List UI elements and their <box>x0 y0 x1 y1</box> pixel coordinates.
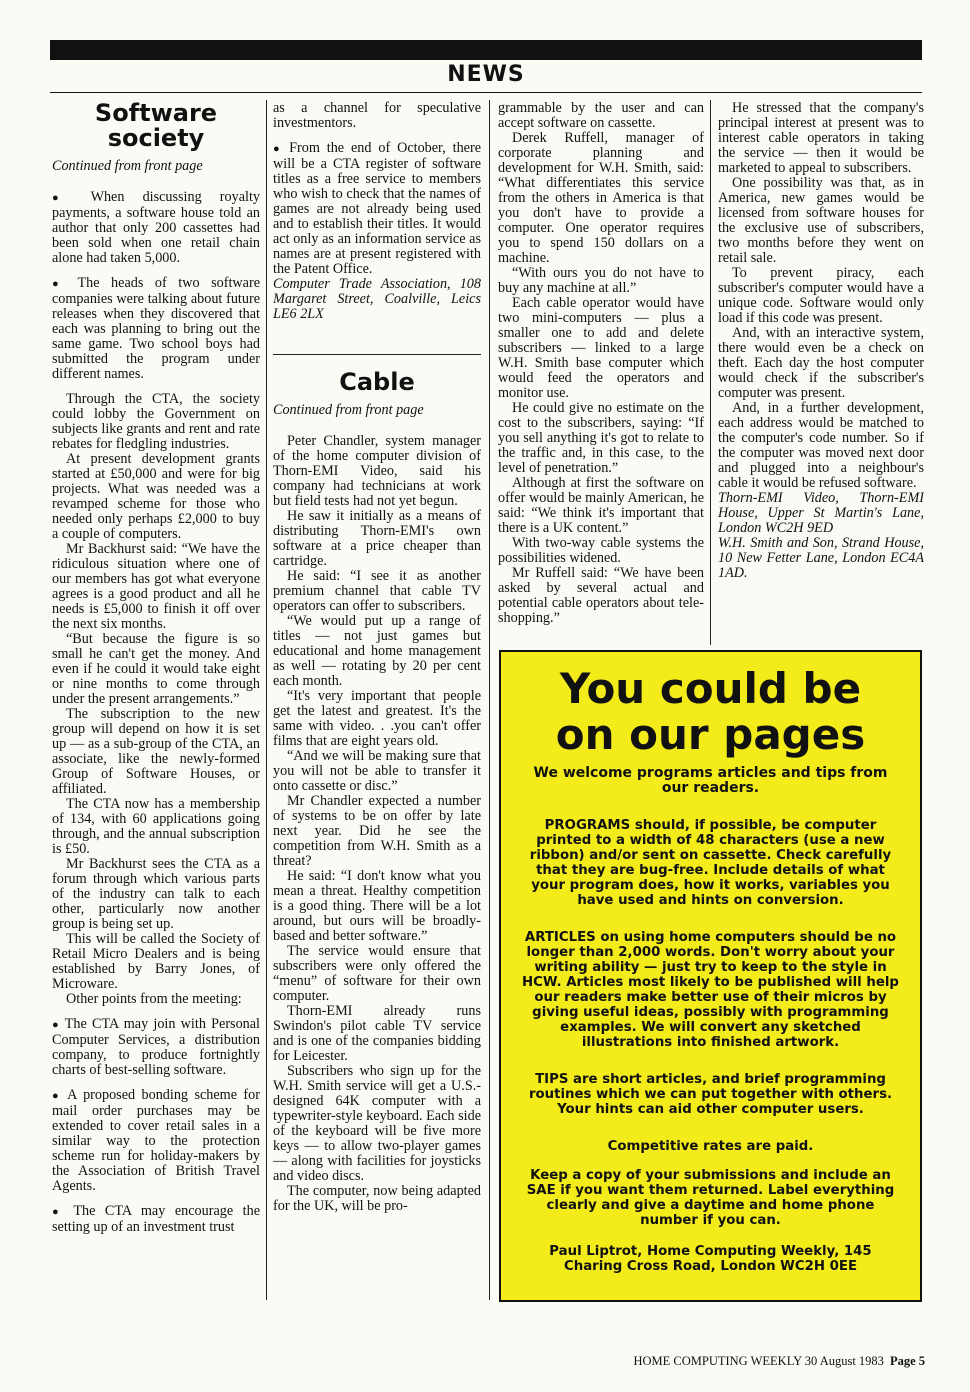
paragraph: Peter Chandler, system manager of the home computer division of Thorn-EMI Video, said his company had technicians at work but field tests had not yet begun. <box>273 433 481 509</box>
column-divider <box>489 100 490 1300</box>
address-line: W.H. Smith and Son, Strand House, 10 New Fetter Lane, London EC4A 1AD. <box>718 535 924 581</box>
article-separator <box>273 354 481 355</box>
column-1 <box>52 101 260 1301</box>
paragraph: Other points from the meeting: <box>66 991 242 1007</box>
article-body <box>273 101 481 322</box>
paragraph: And, with an interactive system, there would even be a check on theft. Each day the host computer would check if the subscriber's computer was present. <box>718 325 924 401</box>
article-title-cable: Cable <box>339 370 415 396</box>
paragraph: The computer, now being adapted for the UK, will be pro- <box>273 1183 481 1214</box>
continued-note: Continued from front page <box>52 158 203 174</box>
column-2-bottom <box>273 370 481 1300</box>
paragraph: as a channel for speculative investmentors. <box>273 101 481 131</box>
paragraph: The CTA now has a membership of 134, with 60 applications going through, and the annual subscription is £50. <box>52 796 260 857</box>
paragraph: He stressed that the company's principal interest at present was to interest cable operators in taking the service — then it would be marketed to appeal to subscribers. <box>718 101 924 176</box>
advert-paragraph: Competitive rates are paid. <box>607 1139 814 1154</box>
paragraph: He could give no estimate on the cost to the subscribers, saying: “If you sell anything it's got to relate to the traffic and, in this case, to the level of penetration.” <box>498 400 704 476</box>
top-banner-bar <box>50 40 922 60</box>
paragraph: Mr Ruffell said: “We have been asked by several actual and potential cable operators about tele-shopping.” <box>498 565 704 626</box>
paragraph: Thorn-EMI already runs Swindon's pilot cable TV service and is one of the companies bidding for Leicester. <box>273 1003 481 1064</box>
advert-headline-2: on our pages <box>555 710 866 759</box>
paragraph: “We would put up a range of titles — not just games but educational and home management as well — rotating by 20 per cent each month. <box>273 613 481 689</box>
page-footer <box>580 1354 925 1369</box>
advert-paragraph: ARTICLES on using home computers should be no longer than 2,000 words. Don't worry about your writing ability — just try to keep to the style in HCW. Articles most likely to be published will help our readers make better use of their micros by giving useful ideas, possibly with programming examples. We will convert any sketched illustrations into finished artwork. <box>522 930 899 1050</box>
paragraph: Subscribers who sign up for the W.H. Smith service will get a U.S.-designed 64K computer with a typewriter-style keyboard. Each side of the keyboard will be five more keys — to allow two-player games — along with facilities for joysticks and video discs. <box>273 1063 481 1184</box>
advert-paragraph: PROGRAMS should, if possible, be computer printed to a width of 48 characters (use a new ribbon) and/or sent on cassette. Check carefully that they are bug-free. Include details of what your program does, how it works, variables you have used and hints on conversion. <box>529 818 892 908</box>
article-body <box>498 101 704 626</box>
article-title-software-society: Software society <box>94 101 218 152</box>
column-divider <box>710 100 711 645</box>
bullet-paragraph: ● The heads of two software companies were talking about future releases when they discovered that each was planning to bring out the same game. Two school boys had submitted the program under different names. <box>52 276 260 382</box>
address-line: Thorn-EMI Video, Thorn-EMI House, Upper St Martin's Lane, London WC2H 9ED <box>718 490 924 536</box>
bullet-paragraph: ● The CTA may encourage the setting up of an investment trust <box>52 1204 260 1235</box>
paragraph: At present development grants started at £50,000 and were for big projects. What was needed was a revamped scheme for those who needed only perhaps £2,000 to buy a couple of computers. <box>52 451 260 542</box>
column-divider <box>266 100 267 1300</box>
advert-paragraph: We welcome programs articles and tips from our readers. <box>533 765 888 796</box>
paragraph: He saw it initially as a means of distributing Thorn-EMI's own software at a price cheaper than cartridge. <box>273 508 481 569</box>
paragraph: To prevent piracy, each subscriber's computer would have a unique code. Software would only load if this code was present. <box>718 265 924 326</box>
paragraph: Through the CTA, the society could lobby the Government on subjects like grants and rent and rate rebates for fledgling industries. <box>52 391 260 452</box>
continued-note: Continued from front page <box>273 402 424 418</box>
column-4 <box>718 101 924 646</box>
paragraph: One possibility was that, as in America, new games would be licensed from software houses for the exclusive use of subscribers, two months before they went on retail sale. <box>718 175 924 266</box>
paragraph: “It's very important that people get the latest and greatest. It's the same with video. . .you can't offer films that are eight years old. <box>273 688 481 749</box>
column-3 <box>498 101 704 646</box>
article-body <box>718 101 924 581</box>
publication-line: HOME COMPUTING WEEKLY 30 August 1983 <box>633 1354 884 1368</box>
paragraph: He said: “I see it as another premium channel that cable TV operators can offer to subscribers. <box>273 568 481 614</box>
paragraph: “But because the figure is so small he can't get the money. And even if he could it would take eight or nine months to come through under the present arrangements.” <box>52 631 260 707</box>
paragraph: This will be called the Society of Retail Micro Dealers and is being established by Barry Jones, of Microware. <box>52 931 260 992</box>
section-rule <box>50 92 922 93</box>
paragraph: He said: “I don't know what you mean a threat. Healthy competition is a good thing. There will be a lot around, but ours will be broadly-based and better software.” <box>273 868 481 944</box>
bullet-paragraph: ● A proposed bonding scheme for mail order purchases may be extended to cover retail sales in a similar way to the protection scheme run for holiday-makers by the Association of British Travel Agents. <box>52 1088 260 1194</box>
paragraph: Mr Backhurst sees the CTA as a forum through which various parts of the industry can talk to each other, particularly now another group is being set up. <box>52 856 260 932</box>
paragraph: The service would ensure that subscribers were only offered the “menu” of software for their own computer. <box>273 943 481 1004</box>
column-2-top <box>273 101 481 351</box>
section-title: NEWS <box>447 62 525 87</box>
paragraph: With two-way cable systems the possibilities widened. <box>498 535 704 566</box>
paragraph: “And we will be making sure that you will not be able to transfer it onto cassette or disc.” <box>273 748 481 794</box>
advert-paragraph: Paul Liptrot, Home Computing Weekly, 145 Charing Cross Road, London WC2H 0EE <box>549 1244 872 1274</box>
advert-paragraph: Keep a copy of your submissions and include an SAE if you want them returned. Label everything clearly and give a daytime and home phone number if you can. <box>526 1168 895 1228</box>
paragraph: Although at first the software on offer would be mainly American, he said: “We think it's important that there is a UK content.” <box>498 475 704 536</box>
paragraph: The subscription to the new group will depend on how it is set up — as a sub-group of the CTA, an associate, like the newly-formed Group of Software Houses, or affiliated. <box>52 706 260 797</box>
bullet-paragraph: ● The CTA may join with Personal Computer Services, a distribution company, to produce fortnightly charts of best-selling software. <box>52 1017 260 1078</box>
bullet-paragraph: ● When discussing royalty payments, a software house told an author that only 200 cassettes had been sold when one retail chain alone had taken 5,000. <box>52 190 260 266</box>
article-body <box>52 190 260 1235</box>
paragraph: And, in a further development, each address would be matched to the computer's code number. So if the computer was moved next door and plugged into a neighbour's cable it would be refused software. <box>718 400 924 491</box>
address-line: Computer Trade Association, 108 Margaret Street, Coalville, Leics LE6 2LX <box>273 276 481 322</box>
paragraph: Mr Chandler expected a number of systems to be on offer by late next year. Did he see the competition from W.H. Smith as a threat? <box>273 793 481 869</box>
advert-box <box>499 650 922 1302</box>
article-body <box>273 434 481 1214</box>
paragraph: “With ours you do not have to buy any machine at all.” <box>498 265 704 296</box>
advert-headline-1: You could be <box>559 664 862 713</box>
bullet-paragraph: ● From the end of October, there will be a CTA register of software titles as a free service to members who wish to check that the names of games are not already being used and to establish their titles. It would act only as an information service as names are at present registered with the Patent Office. <box>273 141 481 277</box>
paragraph: Derek Ruffell, manager of corporate planning and development for W.H. Smith, said: “What differentiates this service from the others in America is that you don't have to provide a computer. One operator requires you to spend 150 dollars on a machine. <box>498 130 704 266</box>
paragraph: Mr Backhurst said: “We have the ridiculous situation where one of our members has got what everyone agrees is a good product and all he needs is £5,000 to finish it off over the next six months. <box>52 541 260 632</box>
page-number: Page 5 <box>889 1354 925 1368</box>
advert-paragraph: TIPS are short articles, and brief programming routines which we can put together with others. Your hints can aid other computer users. <box>528 1072 893 1117</box>
paragraph: grammable by the user and can accept software on cassette. <box>498 101 704 131</box>
advert-body <box>501 766 920 1274</box>
paragraph: Each cable operator would have two mini-computers — plus a smaller one to add and delete subscribers — linked to a large W.H. Smith base computer which would feed the operators and monitor use. <box>498 295 704 401</box>
